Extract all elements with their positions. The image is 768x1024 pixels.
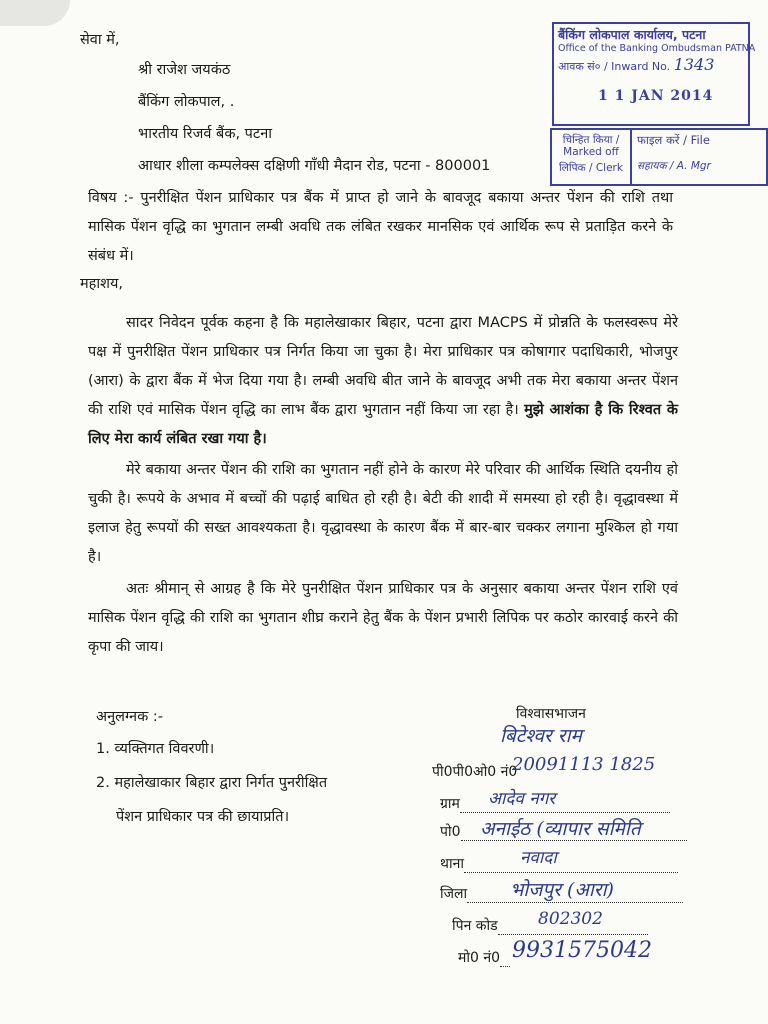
stamp-manager: सहायक / A. Mgr: [637, 160, 711, 172]
stamp-inward-no: 1343: [673, 55, 715, 74]
closing: विश्वासभाजन: [516, 706, 586, 722]
thana-label: थाना: [440, 854, 678, 873]
salutation-to: सेवा में,: [80, 32, 120, 48]
addressee-name: श्री राजेश जयकंठ: [138, 62, 231, 78]
stamp-date: 1 1 JAN 2014: [598, 88, 714, 104]
ppo-number: 20091113 1825: [512, 754, 656, 775]
po-value: अनाईठ (व्यापार समिति: [480, 818, 641, 840]
po-label: पो0: [440, 822, 687, 841]
stamp-clerk: लिपिक / Clerk: [559, 162, 623, 174]
district-label: जिला: [440, 884, 683, 903]
received-stamp: [552, 22, 756, 126]
stamp-marked-off: चिन्हित किया / Marked off: [562, 134, 620, 158]
signature-name: बिटेश्वर राम: [500, 725, 582, 747]
subject: विषय :- पुनरीक्षित पेंशन प्राधिकार पत्र बैंक में प्राप्त हो जाने के बावजूद बकाया अन्तर पेंशन की राशि तथा मासिक पेंशन वृद्धि का भुगतान लम्बी अवधि तक लंबित रखकर मानसिक एवं आर्थिक रूप से प्रताड़ित करने के संबंध में।: [88, 190, 673, 264]
annexure-item-2-line-1: 2. महालेखाकार बिहार द्वारा निर्गत पुनरीक्षित: [96, 775, 328, 791]
page-corner: [0, 0, 70, 26]
stamp-inward-label: आवक सं० / Inward No.: [558, 60, 671, 73]
body-paragraph-3: अतः श्रीमान् से आग्रह है कि मेरे पुनरीक्षित पेंशन प्राधिकार पत्र के अनुसार बकाया अन्तर पेंशन राशि एवं मासिक पेंशन वृद्धि की राशि का भुगतान शीघ्र कराने हेतु बैंक के पेंशन प्रभारी लिपिक पर कठोर कारवाई करने की कृपा की जाय।: [88, 581, 678, 655]
ppo-label: पी0पी0ओ0 नं0: [432, 764, 518, 780]
addressee-designation: बैंकिंग लोकपाल, .: [138, 94, 235, 110]
stamp-marked-box: [550, 128, 632, 186]
body-paragraph-2: मेरे बकाया अन्तर पेंशन की राशि का भुगतान नहीं होने के कारण मेरे परिवार की आर्थिक स्थिति दयनीय हो चुकी है। रूपये के अभाव में बच्चों की पढ़ाई बाधित हो रही है। बेटी की शादी में समस्या हो रही है। वृद्धावस्था में इलाज हेतु रूपयों की सख्त आवश्यकता है। वृद्धावस्था के कारण बैंक में बार-बार चक्कर लगाना मुश्किल हो गया है।: [88, 462, 678, 565]
addressee-office: भारतीय रिजर्व बैंक, पटना: [138, 126, 273, 142]
stamp-office-english: Office of the Banking Ombudsman PATNA: [558, 43, 756, 54]
stamp-file: फाइल करें / File: [637, 133, 710, 147]
body-p1-text: सादर निवेदन पूर्वक कहना है कि महालेखाकार बिहार, पटना द्वारा MACPS में प्रोन्नति के फलस्वरूप मेरे पक्ष में पुनरीक्षित पेंशन प्राधिकार पत्र निर्गत किया जा चुका है। मेरा प्राधिकार पत्र कोषागार पदाधिकारी, भोजपुर (आरा) के द्वारा बैंक में भेज दिया गया है। लम्बी अवधि बीत जाने के बावजूद अभी तक मेरा बकाया अन्तर पेंशन की राशि एवं मासिक पेंशन वृद्धि का लाभ बैंक द्वारा भुगतान नहीं किया जा रहा है।: [88, 315, 678, 418]
annexure-title: अनुलग्नक :-: [96, 709, 163, 725]
stamp-inward: [558, 55, 744, 74]
pin-value: 802302: [538, 909, 603, 929]
mobile-value: 9931575042: [512, 938, 652, 963]
addressee-street: आधार शीला कम्पलेक्स दक्षिणी गाँधी मैदान रोड, पटना - 800001: [138, 158, 491, 174]
body-p1-bold: मुझे आशंका है कि रिश्वत के लिए मेरा कार्य लंबित रखा गया है।: [88, 402, 678, 447]
thana-value: नवादा: [520, 848, 557, 868]
stamp-office-hindi: बैंकिंग लोकपाल कार्यालय, पटना: [558, 27, 706, 42]
annexure-item-1: 1. व्यक्तिगत विवरणी।: [96, 741, 215, 757]
greeting: महाशय,: [80, 276, 124, 292]
body-paragraph-1: [88, 309, 678, 454]
pin-label: पिन कोड: [452, 916, 648, 935]
mobile-label: मो0 नं0: [458, 948, 510, 967]
stamp-file-box: [632, 128, 768, 186]
district-value: भोजपुर (आरा): [510, 879, 614, 901]
village-label: ग्राम: [440, 794, 670, 813]
annexure-item-2-line-2: पेंशन प्राधिकार पत्र की छायाप्रति।: [116, 809, 290, 825]
village-value: आदेव नगर: [488, 789, 556, 809]
